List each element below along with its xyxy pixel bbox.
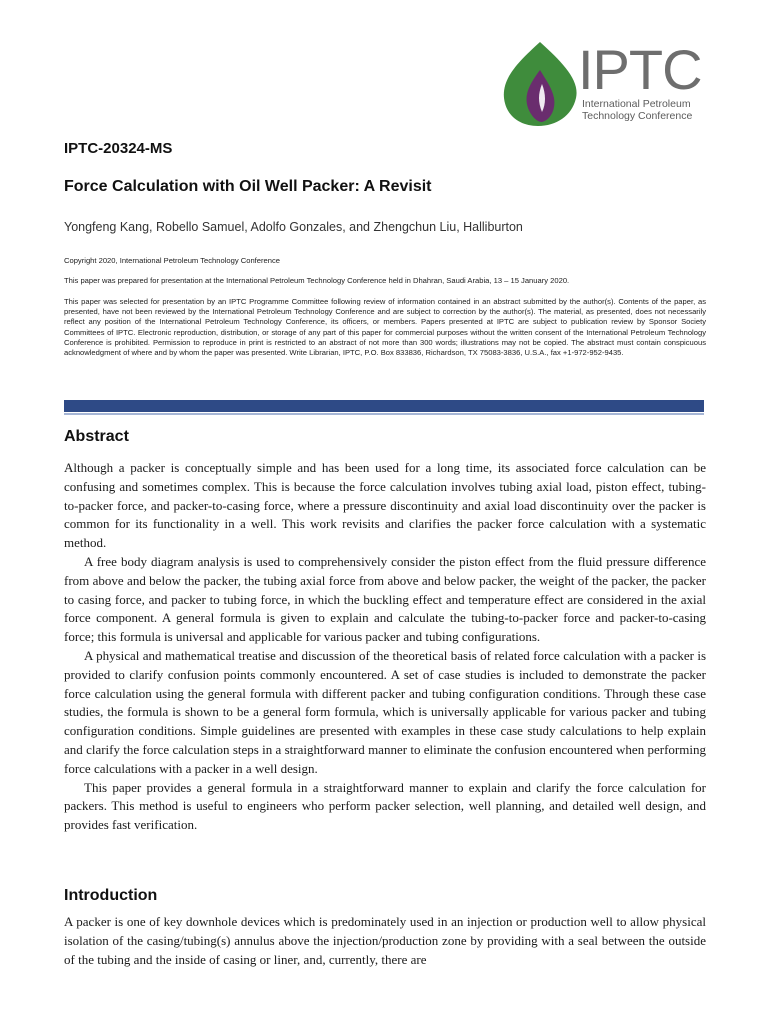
iptc-flame-logo-icon — [498, 40, 582, 126]
introduction-paragraph: A packer is one of key downhole devices which is predominately used in an injection or production well to allow physical isolation of the casing/tubing(s) annulus above the injection/production zone by providing with a seal between the outside of the tubing and the inside of casing or liner, and, currently, there are — [64, 914, 706, 967]
iptc-logo — [498, 40, 708, 126]
section-divider — [64, 400, 704, 412]
abstract-body — [64, 459, 706, 835]
presentation-notice: This paper was prepared for presentation at the International Petroleum Technology Conference held in Dhahran, Saudi Arabia, 13 – 15 January 2020. — [64, 276, 570, 285]
copyright-notice: Copyright 2020, International Petroleum Technology Conference — [64, 256, 280, 265]
introduction-heading: Introduction — [64, 887, 158, 904]
abstract-paragraph: This paper provides a general formula in a straightforward manner to explain and clarify the force calculation for packers. This method is useful to engineers who perform packer selection, well planning, and detailed well design, and provides fast verification. — [64, 779, 706, 833]
paper-id: IPTC-20324-MS — [64, 140, 173, 157]
logo-wordmark: IPTC — [578, 38, 702, 101]
abstract-paragraph: Although a packer is conceptually simple and has been used for a long time, its associated force calculation can be confusing and sometimes complex. This is because the force calculation involves tubing axial load, piston effect, tubing-to-packer force, and packer-to-casing force, where a pressure discontinuity and axial load discontinuity over the packer is common for its functionality in a well. This work revisits and clarifies the packer force calculation with a systematic method. — [64, 460, 706, 551]
abstract-paragraph: A physical and mathematical treatise and discussion of the theoretical basis of related force calculation with a packer is provided to clarify confusion points commonly encountered. A set of case studies is included to demonstrate the packer force calculation using the general formula with different packer and tubing configuration conditions. Through these case studies, the formula is shown to be a general form formula, which is universally applicable for various packer and tubing configuration conditions. Simple guidelines are presented with examples in these case study calculations to help explain and clarify the force calculation steps in a straightforward manner to eliminate the confusion encountered when performing force calculations with a packer in a well design. — [64, 647, 706, 776]
logo-subtitle-line2: Technology Conference — [582, 110, 693, 122]
logo-subtitle-line1: International Petroleum — [582, 98, 691, 110]
author-list: Yongfeng Kang, Robello Samuel, Adolfo Gonzales, and Zhengchun Liu, Halliburton — [64, 220, 523, 234]
abstract-paragraph: A free body diagram analysis is used to comprehensively consider the piston effect from the fluid pressure difference from above and below the packer, the tubing axial force from above and below packer, the weight of the packer, the packer to casing force, and packer to tubing force, in which the buckling effect and temperature effect are considered in the axial force component. A general formula is given to explain and calculate the tubing-to-packer force and packer-to-casing force; this formula is universal and applicable for various packer and tubing configurations. — [64, 553, 706, 645]
abstract-heading: Abstract — [64, 428, 129, 445]
introduction-body — [64, 913, 706, 969]
disclaimer-notice: This paper was selected for presentation by an IPTC Programme Committee following review of information contained in an abstract submitted by the author(s). Contents of the paper, as presented, have not been reviewed by the International Petroleum Technology Conference and are subject to correction by the author(s). The material, as presented, does not necessarily reflect any position of the International Petroleum Technology Conference, its officers, or members. Papers presented at IPTC are subject to publication review by Sponsor Society Committees of IPTC. Electronic reproduction, distribution, or storage of any part of this paper for commercial purposes without the written consent of the International Petroleum Technology Conference is prohibited. Permission to reproduce in print is restricted to an abstract of not more than 300 words; illustrations may not be copied. The abstract must contain conspicuous acknowledgment of where and by whom the paper was presented. Write Librarian, IPTC, P.O. Box 833836, Richardson, TX 75083-3836, U.S.A., fax +1-972-952-9435. — [64, 297, 706, 358]
paper-title: Force Calculation with Oil Well Packer: A Revisit — [64, 178, 432, 195]
